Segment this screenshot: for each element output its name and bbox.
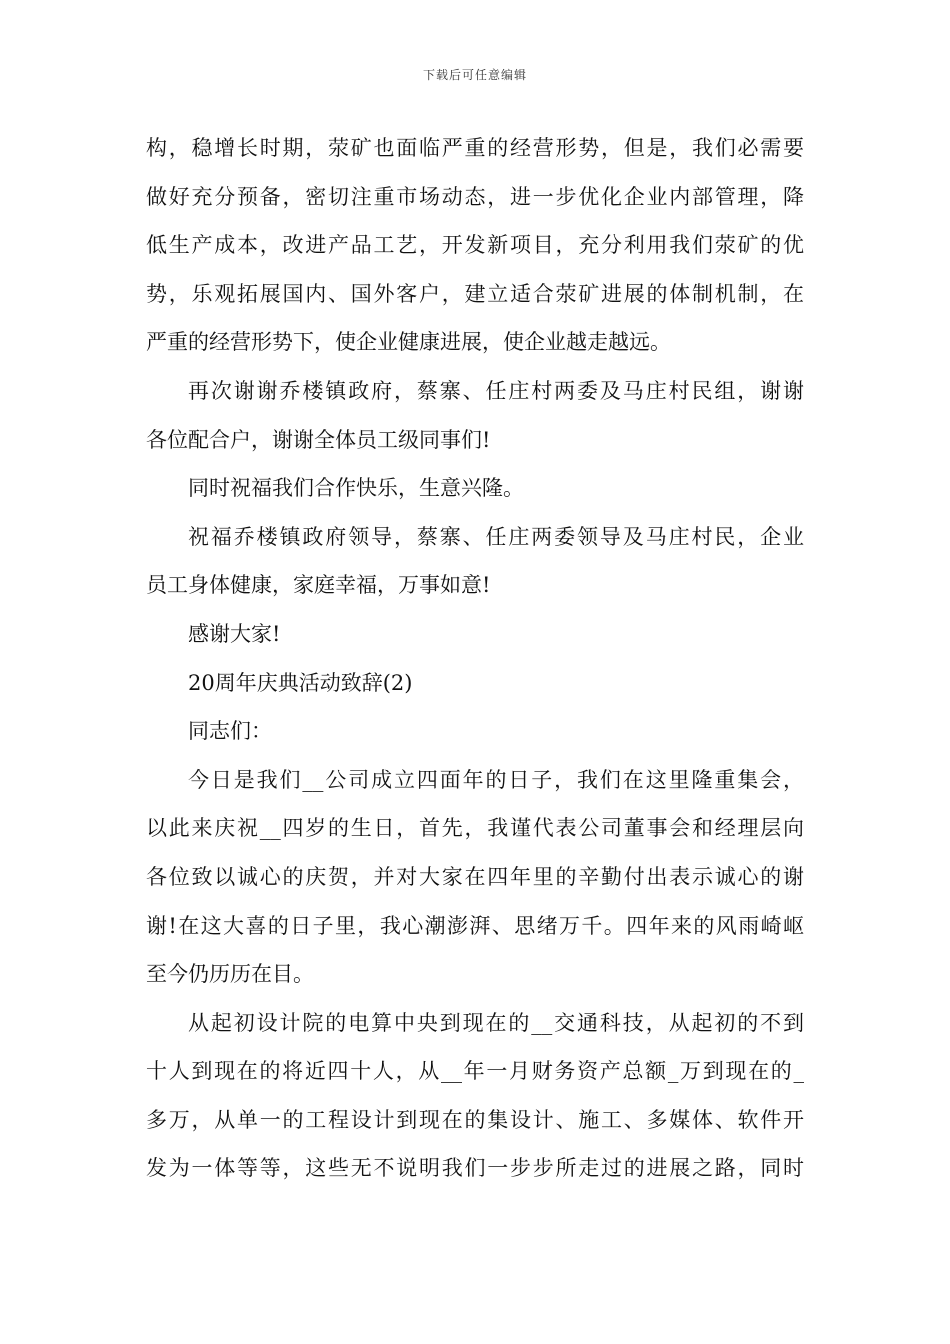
paragraph: [146, 464, 804, 513]
text-line: 感谢大家!: [188, 621, 281, 646]
text-line: 低生产成本，改进产品工艺，开发新项目，充分利用我们荥矿的优: [146, 233, 804, 258]
text-line: 同时祝福我们合作快乐，生意兴隆。: [188, 476, 524, 501]
text-line: 十人到现在的将近四十人，从__年一月财务资产总额_万到现在的_: [146, 1059, 804, 1084]
salutation: [146, 707, 804, 756]
text-line: 员工身体健康，家庭幸福，万事如意!: [146, 573, 491, 598]
text-line: 严重的经营形势下，使企业健康进展，使企业越走越远。: [146, 330, 671, 355]
paragraph: [146, 367, 804, 464]
text-line: 势，乐观拓展国内、国外客户，建立适合荥矿进展的体制机制，在: [146, 281, 804, 306]
document-body: [146, 124, 804, 1193]
text-line: 各位配合户，谢谢全体员工级同事们!: [146, 427, 491, 452]
paragraph: [146, 610, 804, 659]
text-line: 至今仍历历在目。: [146, 962, 314, 987]
text-line: 同志们：: [188, 719, 272, 744]
text-line: 以此来庆祝__四岁的生日，首先，我谨代表公司董事会和经理层向: [146, 816, 804, 841]
text-line: 谢!在这大喜的日子里，我心潮澎湃、思绪万千。四年来的风雨崎岖: [146, 913, 804, 938]
text-line: 祝福乔楼镇政府领导，蔡寨、任庄两委领导及马庄村民，企业: [188, 524, 804, 549]
text-line: 20周年庆典活动致辞(2): [188, 670, 413, 695]
text-line: 做好充分预备，密切注重市场动态，进一步优化企业内部管理，降: [146, 184, 804, 209]
page-header: 下载后可任意编辑: [422, 68, 527, 82]
paragraph: [146, 513, 804, 610]
text-line: 再次谢谢乔楼镇政府，蔡寨、任庄村两委及马庄村民组，谢谢: [188, 378, 804, 403]
text-line: 各位致以诚心的庆贺，并对大家在四年里的辛勤付出表示诚心的谢: [146, 864, 804, 889]
section-heading: [146, 659, 804, 708]
text-line: 多万，从单一的工程设计到现在的集设计、施工、多媒体、软件开: [146, 1107, 804, 1132]
text-line: 今日是我们__公司成立四面年的日子，我们在这里隆重集会，: [188, 767, 804, 792]
paragraph: [146, 999, 804, 1193]
paragraph: [146, 124, 804, 367]
text-line: 从起初设计院的电算中央到现在的__交通科技，从起初的不到: [188, 1010, 804, 1035]
paragraph: [146, 756, 804, 999]
text-line: 发为一体等等，这些无不说明我们一步步所走过的进展之路，同时: [146, 1156, 804, 1181]
text-line: 构，稳增长时期，荥矿也面临严重的经营形势，但是，我们必需要: [146, 136, 804, 160]
